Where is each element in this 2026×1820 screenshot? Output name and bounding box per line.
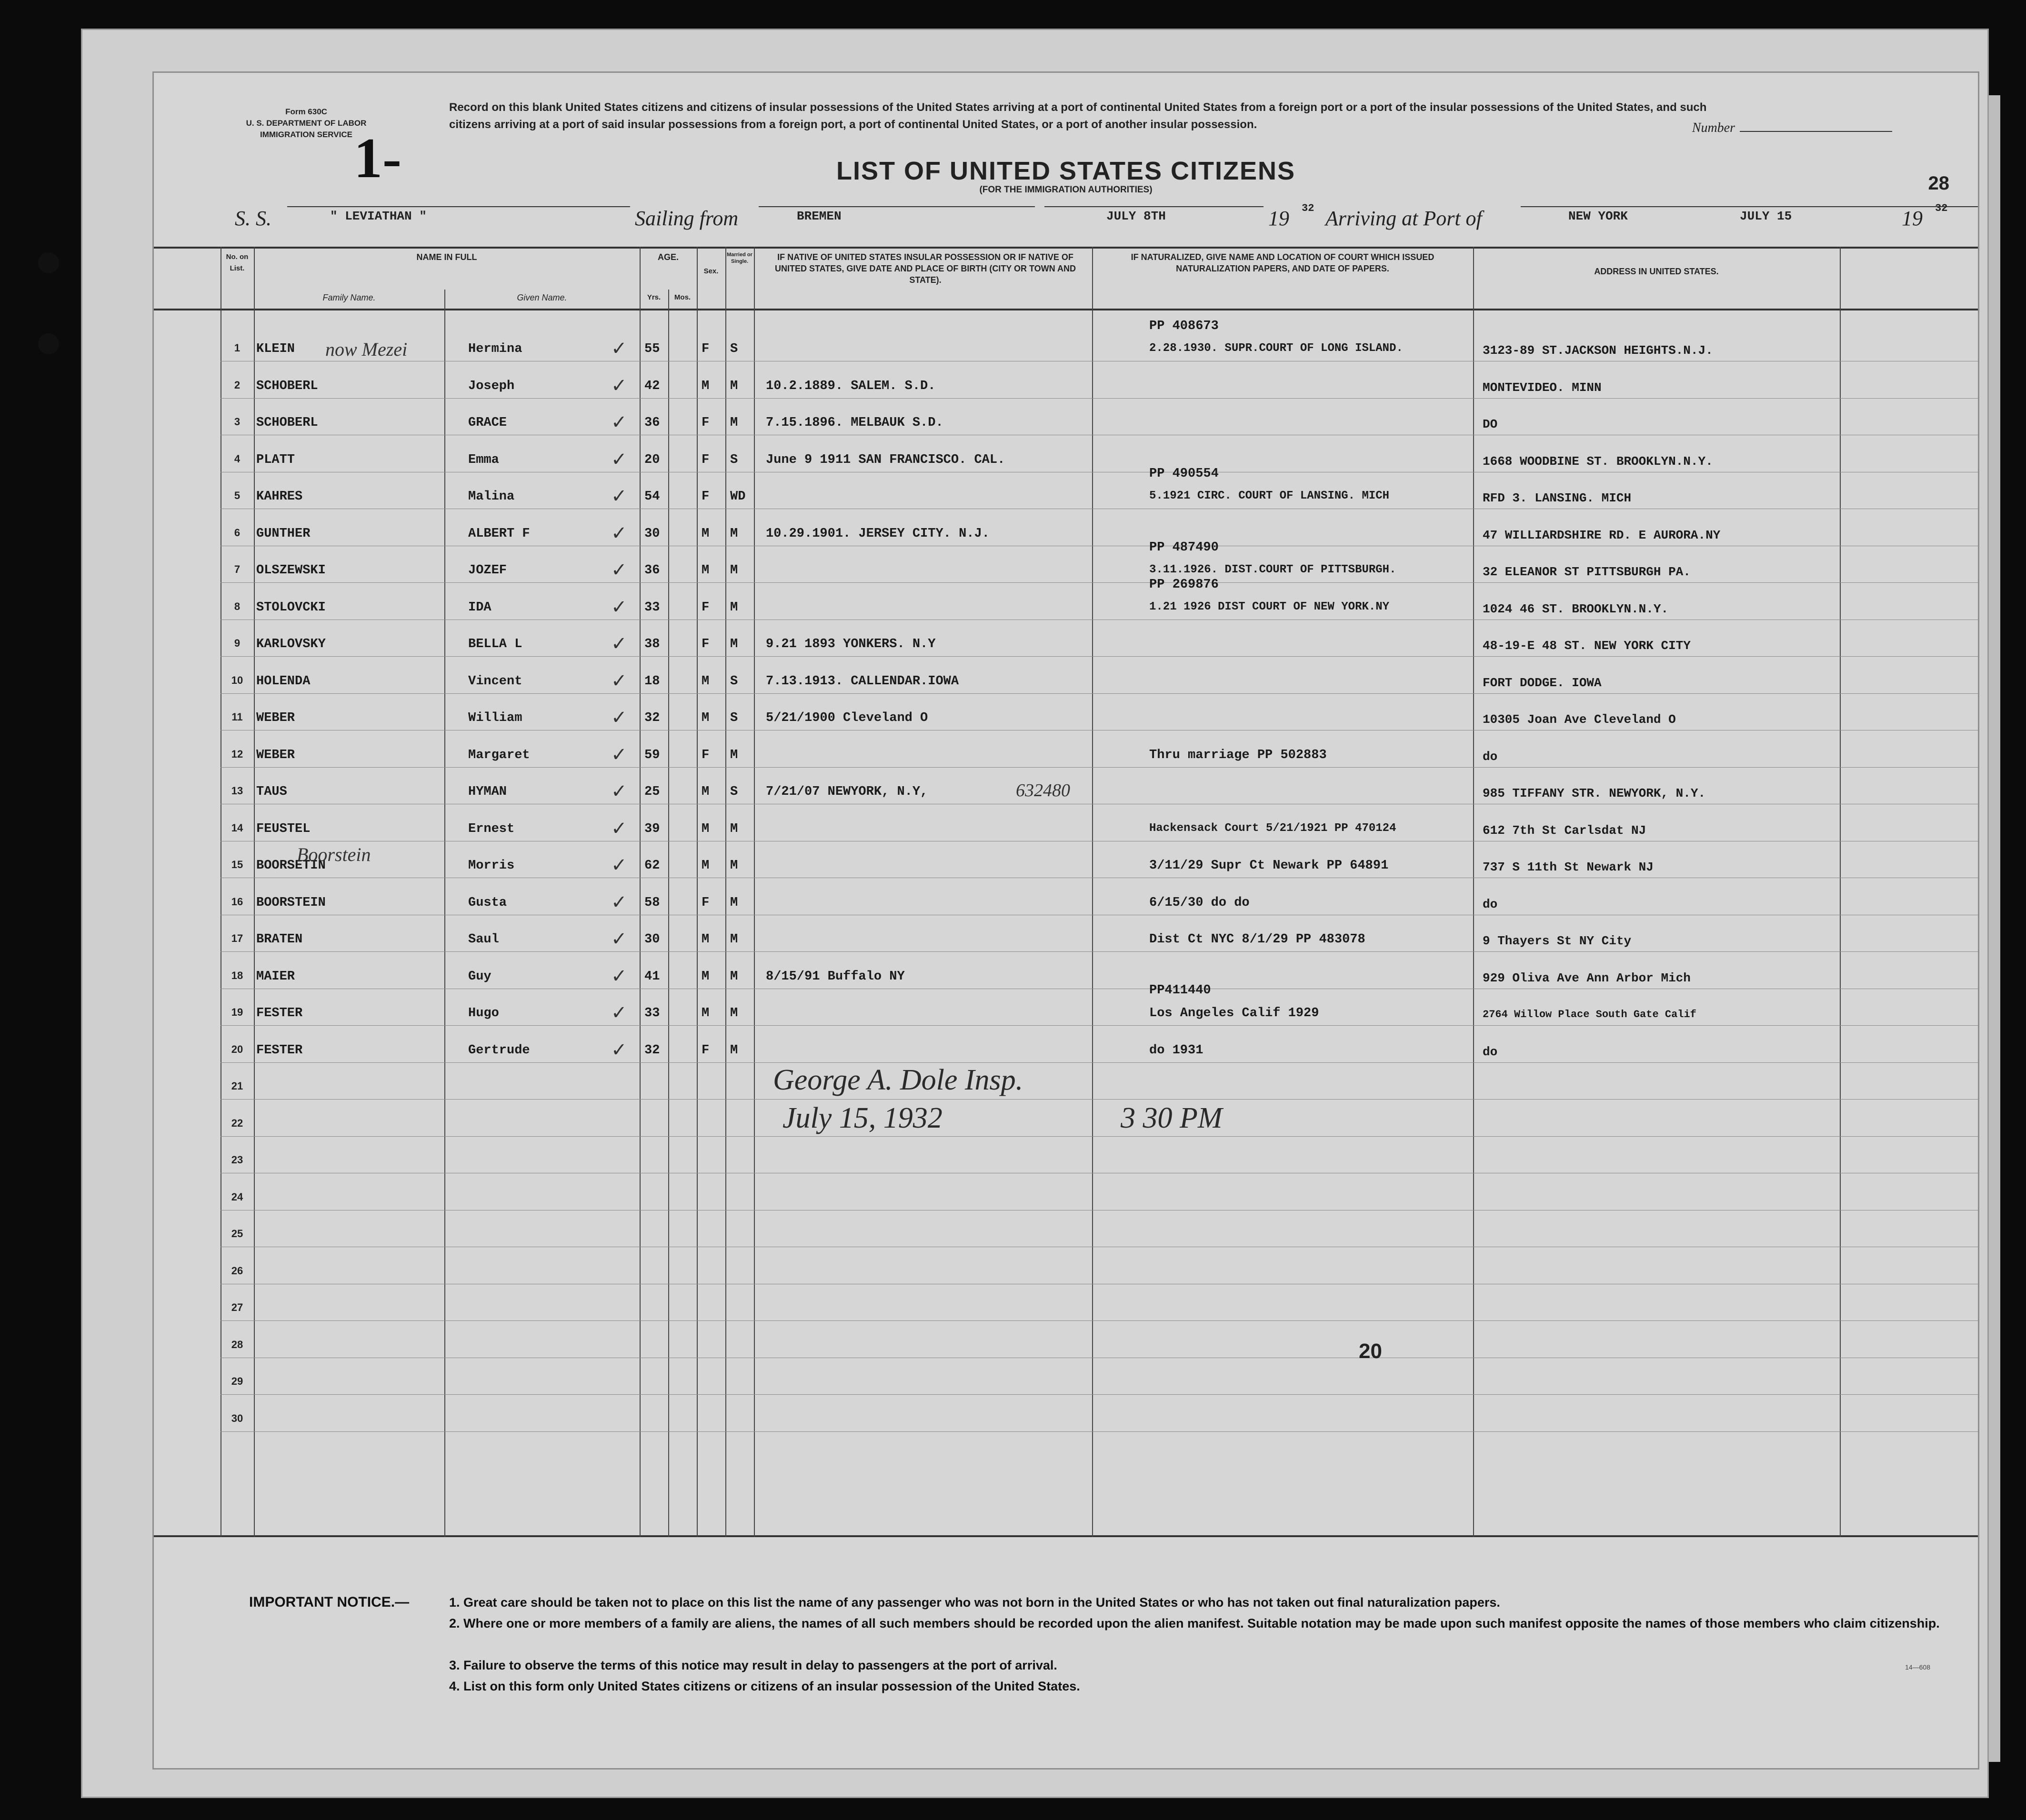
col-age: AGE.: [657, 252, 679, 262]
row-rule: [221, 1062, 1978, 1063]
naturalization-info: 2.28.1930. SUPR.COURT OF LONG ISLAND.: [1149, 342, 1403, 355]
family-name: WEBER: [256, 711, 295, 725]
arrive-year-prefix: 19: [1902, 207, 1923, 230]
row-number: 4: [234, 452, 241, 465]
naturalization-info: Hackensack Court 5/21/1921 PP 470124: [1149, 821, 1396, 835]
ss-label: S. S.: [235, 207, 271, 230]
marital-status: S: [730, 452, 738, 467]
marital-status: M: [730, 932, 738, 947]
family-name: FEUSTEL: [256, 821, 311, 836]
given-name: HYMAN: [468, 785, 507, 799]
naturalization-info: Los Angeles Calif 1929: [1149, 1006, 1319, 1020]
naturalization-info: 5.1921 CIRC. COURT OF LANSING. MICH: [1149, 490, 1390, 502]
given-name: Gusta: [468, 895, 507, 910]
family-name: BRATEN: [256, 932, 303, 947]
row-number: 12: [231, 748, 243, 760]
address: 32 ELEANOR ST PITTSBURGH PA.: [1483, 565, 1691, 579]
row-number: 11: [231, 711, 243, 723]
row-number: 10: [231, 674, 243, 686]
check-mark: ✓: [611, 670, 627, 691]
col-given: Given Name.: [517, 293, 567, 302]
handwritten-mark: 1-: [354, 126, 401, 190]
row-number: 30: [231, 1412, 243, 1424]
passport-number: PP 490554: [1149, 467, 1219, 481]
row-rule: [221, 1099, 1978, 1100]
birth-info: 10.29.1901. JERSEY CITY. N.J.: [766, 526, 990, 541]
handwritten-annotation: Boorstein: [297, 844, 371, 865]
family-name: GUNTHER: [256, 526, 311, 541]
row-number: 17: [231, 932, 243, 944]
form-code: 14—608: [1905, 1663, 1930, 1671]
row-rule: [221, 656, 1978, 657]
address: 9 Thayers St NY City: [1483, 934, 1632, 948]
arrive-date: JULY 15: [1740, 209, 1792, 223]
row-number: 21: [231, 1080, 243, 1092]
marital-status: M: [730, 563, 738, 578]
check-mark: ✓: [611, 522, 627, 544]
sail-year: 32: [1302, 202, 1314, 214]
sex: F: [702, 748, 710, 762]
address: 47 WILLIARDSHIRE RD. E AURORA.NY: [1483, 528, 1721, 542]
naturalization-info: 3.11.1926. DIST.COURT OF PITTSBURGH.: [1149, 563, 1396, 576]
passport-number: PP 408673: [1149, 319, 1219, 333]
given-name: JOZEF: [468, 563, 507, 578]
address: RFD 3. LANSING. MICH: [1483, 491, 1632, 505]
handwritten-number: 632480: [1016, 780, 1070, 800]
address: DO: [1483, 417, 1498, 431]
col-address: ADDRESS IN UNITED STATES.: [1594, 267, 1719, 276]
family-name: WEBER: [256, 748, 295, 762]
birth-info: 8/15/91 Buffalo NY: [766, 969, 905, 984]
marital-status: M: [730, 969, 738, 984]
family-name: KAHRES: [256, 490, 303, 504]
row-rule: [221, 1025, 1978, 1026]
sex: F: [702, 637, 710, 651]
sex: M: [702, 969, 710, 984]
sex: M: [702, 859, 710, 873]
check-mark: ✓: [611, 891, 627, 913]
check-mark: ✓: [611, 596, 627, 618]
family-name: TAUS: [256, 785, 287, 799]
row-rule: [221, 951, 1978, 952]
marital-status: S: [730, 674, 738, 689]
family-name: SCHOBERL: [256, 416, 318, 430]
check-mark: ✓: [611, 928, 627, 950]
notice-heading: IMPORTANT NOTICE.—: [249, 1594, 410, 1610]
age-years: 30: [644, 526, 660, 541]
port: NEW YORK: [1568, 209, 1628, 223]
passport-number: PP 487490: [1149, 540, 1219, 555]
age-years: 55: [644, 342, 660, 356]
family-name: BOORSETIN: [256, 859, 326, 873]
sail-date: JULY 8TH: [1106, 209, 1166, 223]
sex: M: [702, 932, 710, 947]
marital-status: M: [730, 526, 738, 541]
check-mark: ✓: [611, 780, 627, 802]
row-number: 28: [231, 1338, 243, 1350]
marital-status: M: [730, 379, 738, 393]
address: 929 Oliva Ave Ann Arbor Mich: [1483, 970, 1691, 985]
row-number: 2: [234, 379, 241, 391]
marital-status: M: [730, 859, 738, 873]
col-married: Married or Single.: [727, 252, 752, 264]
sex: F: [702, 342, 710, 356]
handwritten-annotation: now Mezei: [325, 339, 408, 360]
marital-status: M: [730, 1006, 738, 1020]
check-mark: ✓: [611, 965, 627, 987]
check-mark: ✓: [611, 485, 627, 507]
given-name: Hugo: [468, 1006, 499, 1020]
birth-info: 9.21 1893 YONKERS. N.Y: [766, 637, 936, 651]
form-instruction: Record on this blank United States citizens and citizens of insular possessions of the United States arriving at a port of continental United States from a foreign port or a port of the insular possessions of the United States, and such citizens arriving at a port of said insular possessions from a foreign port, a port of continental United States, or a port of another insular possession.: [449, 101, 1707, 131]
marital-status: WD: [730, 490, 746, 504]
sex: F: [702, 1043, 710, 1058]
birth-info: 7.15.1896. MELBAUK S.D.: [766, 416, 943, 430]
passport-number: PP 269876: [1149, 577, 1219, 592]
form-number: Form 630C: [285, 107, 327, 116]
passport-number: PP411440: [1149, 983, 1211, 998]
col-birth: IF NATIVE OF UNITED STATES INSULAR POSSESSION OR IF NATIVE OF UNITED STATES, GIVE DATE AND PLACE OF BIRTH (CITY OR TOWN AND STATE).: [774, 252, 1076, 285]
age-years: 32: [644, 711, 660, 725]
page-number: 28: [1928, 173, 1949, 194]
row-number: 5: [234, 490, 241, 501]
naturalization-info: do 1931: [1149, 1043, 1204, 1058]
row-number: 7: [234, 563, 241, 575]
address: 737 S 11th St Newark NJ: [1483, 860, 1654, 874]
col-no: No. on List.: [226, 253, 249, 272]
sex: F: [702, 600, 710, 615]
page-subtitle: (FOR THE IMMIGRATION AUTHORITIES): [979, 185, 1153, 195]
notice-item-4: 4. List on this form only United States citizens or citizens of an insular possession of the United States.: [449, 1679, 1080, 1693]
naturalization-info: Thru marriage PP 502883: [1149, 748, 1327, 762]
row-number: 22: [231, 1117, 243, 1129]
given-name: Hermina: [468, 342, 522, 356]
ship-name: " LEVIATHAN ": [330, 209, 427, 223]
row-number: 23: [231, 1154, 243, 1166]
row-number: 9: [234, 637, 241, 649]
marital-status: S: [730, 785, 738, 799]
given-name: Morris: [468, 859, 515, 873]
check-mark: ✓: [611, 338, 627, 359]
address: 1024 46 ST. BROOKLYN.N.Y.: [1483, 601, 1669, 616]
col-mos: Mos.: [674, 293, 691, 301]
row-rule: [221, 398, 1978, 399]
address: do: [1483, 1044, 1498, 1059]
age-years: 54: [644, 490, 660, 504]
naturalization-info: Dist Ct NYC 8/1/29 PP 483078: [1149, 932, 1365, 947]
sex: M: [702, 674, 710, 689]
given-name: Ernest: [468, 821, 515, 836]
given-name: Vincent: [468, 674, 522, 689]
age-years: 42: [644, 379, 660, 393]
sailing-label: Sailing from: [635, 207, 739, 230]
marital-status: M: [730, 637, 738, 651]
marital-status: M: [730, 821, 738, 836]
notice-item-2: 2. Where one or more members of a family are aliens, the names of all such members should be recorded upon the alien manifest. Suitable notation may be made upon such manifest opposite the names of those members who claim citizenship.: [449, 1616, 1940, 1630]
col-family: Family Name.: [322, 293, 376, 302]
row-rule: [221, 1320, 1978, 1321]
age-years: 30: [644, 932, 660, 947]
age-years: 33: [644, 600, 660, 615]
row-rule: [221, 767, 1978, 768]
address: 2764 Willow Place South Gate Calif: [1483, 1009, 1696, 1020]
family-name: OLSZEWSKI: [256, 563, 326, 578]
birth-info: 5/21/1900 Cleveland O: [766, 711, 928, 725]
row-number: 15: [231, 859, 243, 870]
row-number: 14: [231, 821, 243, 834]
service: IMMIGRATION SERVICE: [260, 130, 352, 139]
address: do: [1483, 749, 1498, 764]
family-name: STOLOVCKI: [256, 600, 326, 615]
sex: F: [702, 490, 710, 504]
family-name: FESTER: [256, 1006, 303, 1020]
row-rule: [221, 693, 1978, 694]
row-number: 20: [231, 1043, 243, 1055]
row-number: 18: [231, 969, 243, 981]
birth-info: 7.13.1913. CALLENDAR.IOWA: [766, 674, 959, 689]
given-name: Margaret: [468, 748, 530, 762]
check-mark: ✓: [611, 633, 627, 654]
address: 48-19-E 48 ST. NEW YORK CITY: [1483, 639, 1691, 653]
address: 1668 WOODBINE ST. BROOKLYN.N.Y.: [1483, 454, 1713, 469]
age-years: 33: [644, 1006, 660, 1020]
check-mark: ✓: [611, 743, 627, 765]
family-name: MAIER: [256, 969, 295, 984]
given-name: Guy: [468, 969, 491, 984]
number-label: Number: [1692, 120, 1892, 136]
address: 10305 Joan Ave Cleveland O: [1483, 712, 1676, 727]
family-name: HOLENDA: [256, 674, 311, 689]
age-years: 39: [644, 821, 660, 836]
given-name: Gertrude: [468, 1043, 530, 1058]
passenger-tally: 20: [1359, 1340, 1382, 1363]
age-years: 25: [644, 785, 660, 799]
marital-status: M: [730, 416, 738, 430]
sex: F: [702, 452, 710, 467]
row-number: 27: [231, 1301, 243, 1313]
col-naturalized: IF NATURALIZED, GIVE NAME AND LOCATION OF COURT WHICH ISSUED NATURALIZATION PAPERS, AND DATE OF PAPERS.: [1131, 252, 1434, 273]
check-mark: ✓: [611, 559, 627, 580]
notice-item-1: 1. Great care should be taken not to place on this list the name of any passenger who was not born in the United States or who has not taken out final naturalization papers.: [449, 1595, 1500, 1610]
given-name: William: [468, 711, 522, 725]
given-name: Saul: [468, 932, 499, 947]
sex: M: [702, 821, 710, 836]
check-mark: ✓: [611, 448, 627, 470]
sex: M: [702, 785, 710, 799]
given-name: BELLA L: [468, 637, 522, 651]
marital-status: S: [730, 342, 738, 356]
arrive-year: 32: [1935, 202, 1948, 214]
notice-item-3: 3. Failure to observe the terms of this notice may result in delay to passengers at the port of arrival.: [449, 1658, 1057, 1672]
col-sex: Sex.: [703, 267, 719, 275]
age-years: 38: [644, 637, 660, 651]
family-name: BOORSTEIN: [256, 895, 326, 910]
sail-year-prefix: 19: [1268, 207, 1289, 230]
given-name: ALBERT F: [468, 526, 530, 541]
row-number: 1: [234, 342, 241, 354]
check-mark: ✓: [611, 374, 627, 396]
age-years: 18: [644, 674, 660, 689]
marital-status: M: [730, 600, 738, 615]
row-number: 26: [231, 1264, 243, 1277]
marital-status: M: [730, 748, 738, 762]
marital-status: M: [730, 895, 738, 910]
address: 985 TIFFANY STR. NEWYORK, N.Y.: [1483, 786, 1706, 800]
row-number: 29: [231, 1375, 243, 1387]
check-mark: ✓: [611, 1002, 627, 1023]
age-years: 20: [644, 452, 660, 467]
naturalization-info: 3/11/29 Supr Ct Newark PP 64891: [1149, 859, 1389, 873]
age-years: 58: [644, 895, 660, 910]
age-years: 41: [644, 969, 660, 984]
given-name: GRACE: [468, 416, 507, 430]
age-years: 32: [644, 1043, 660, 1058]
row-number: 3: [234, 416, 241, 428]
inspector-signature: George A. Dole Insp.: [773, 1064, 1023, 1096]
signature-time: 3 30 PM: [1121, 1102, 1223, 1134]
sex: M: [702, 379, 710, 393]
birth-info: 10.2.1889. SALEM. S.D.: [766, 379, 936, 393]
age-years: 62: [644, 859, 660, 873]
col-name-in-full: NAME IN FULL: [416, 252, 477, 262]
address: FORT DODGE. IOWA: [1483, 675, 1602, 690]
row-number: 19: [231, 1006, 243, 1018]
address: MONTEVIDEO. MINN: [1483, 380, 1602, 395]
row-number: 8: [234, 600, 241, 612]
naturalization-info: 6/15/30 do do: [1149, 895, 1250, 910]
given-name: Malina: [468, 490, 515, 504]
sex: M: [702, 711, 710, 725]
address: 612 7th St Carlsdat NJ: [1483, 823, 1646, 838]
address: 3123-89 ST.JACKSON HEIGHTS.N.J.: [1483, 343, 1713, 358]
col-yrs: Yrs.: [647, 293, 661, 301]
row-rule: [221, 1431, 1978, 1432]
marital-status: S: [730, 711, 738, 725]
birth-info: June 9 1911 SAN FRANCISCO. CAL.: [766, 452, 1005, 467]
given-name: IDA: [468, 600, 491, 615]
birth-info: 7/21/07 NEWYORK, N.Y,: [766, 785, 928, 799]
row-number: 6: [234, 526, 241, 539]
given-name: Emma: [468, 452, 499, 467]
check-mark: ✓: [611, 707, 627, 728]
voyage-line: [235, 202, 1968, 235]
row-number: 25: [231, 1228, 243, 1240]
check-mark: ✓: [611, 854, 627, 876]
family-name: SCHOBERL: [256, 379, 318, 393]
sex: M: [702, 526, 710, 541]
row-rule: [221, 1136, 1978, 1137]
family-name: PLATT: [256, 452, 295, 467]
page-title: LIST OF UNITED STATES CITIZENS: [836, 157, 1295, 185]
address: do: [1483, 897, 1498, 911]
row-number: 13: [231, 785, 243, 797]
department: U. S. DEPARTMENT OF LABOR: [246, 119, 367, 128]
given-name: Joseph: [468, 379, 515, 393]
naturalization-info: 1.21 1926 DIST COURT OF NEW YORK.NY: [1149, 600, 1390, 613]
age-years: 36: [644, 563, 660, 578]
manifest-sheet: [152, 71, 1979, 1770]
age-years: 36: [644, 416, 660, 430]
sailing-from: BREMEN: [797, 209, 842, 223]
row-rule: [221, 582, 1978, 583]
family-name: FESTER: [256, 1043, 303, 1058]
check-mark: ✓: [611, 1039, 627, 1060]
age-years: 59: [644, 748, 660, 762]
sex: M: [702, 563, 710, 578]
sex: F: [702, 895, 710, 910]
row-rule: [221, 1394, 1978, 1395]
family-name: KLEIN: [256, 342, 295, 356]
signature-date: July 15, 1932: [782, 1102, 943, 1134]
row-number: 24: [231, 1190, 243, 1203]
check-mark: ✓: [611, 411, 627, 433]
check-mark: ✓: [611, 817, 627, 839]
row-number: 16: [231, 895, 243, 908]
sex: M: [702, 1006, 710, 1020]
marital-status: M: [730, 1043, 738, 1058]
sex: F: [702, 416, 710, 430]
passenger-table: [154, 247, 1978, 1537]
arriving-label: Arriving at Port of: [1325, 207, 1482, 230]
family-name: KARLOVSKY: [256, 637, 326, 651]
